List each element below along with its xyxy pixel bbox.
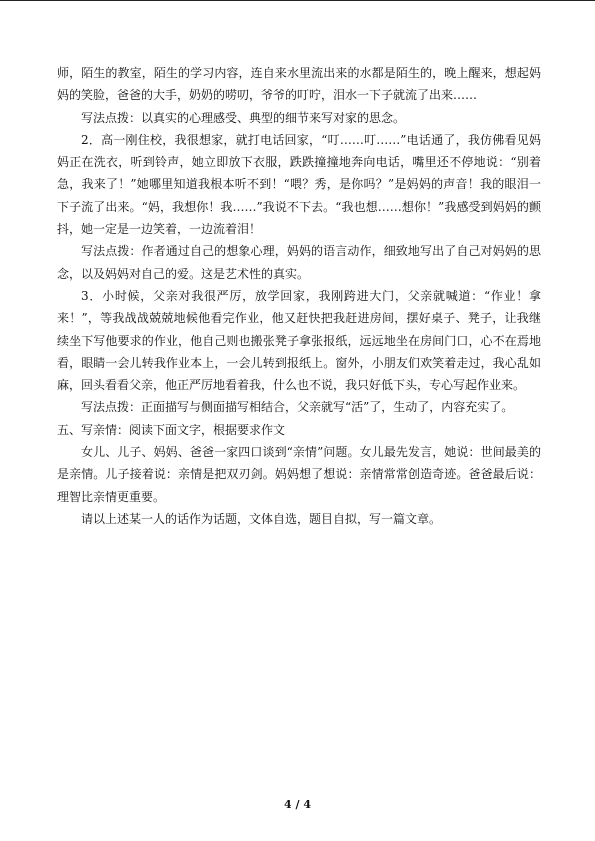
paragraph: 师，陌生的教室，陌生的学习内容，连自来水里流出来的水都是陌生的，晚上醒来，想起妈妈的笑脸，爸爸的大手，奶奶的唠叨，爷爷的叮咛，泪水一下子就流了出来……	[57, 66, 541, 103]
paragraph: 请以上述某一人的话作为话题，文体自选，题目自拟，写一篇文章。	[81, 511, 442, 526]
paragraph: 写法点拨：以真实的心理感受、典型的细节来写对家的思念。	[81, 110, 406, 125]
section-heading: 五、写亲情：阅读下面文字，根据要求作文	[57, 422, 286, 437]
document-body	[57, 62, 541, 530]
paragraph: 女儿、儿子、妈妈、爸爸一家四口谈到“亲情”问题。女儿最先发言，她说：世间最美的是亲情。儿子接着说：亲情是把双刃剑。妈妈想了想说：亲情常常创造奇迹。爸爸最后说：理智比亲情更重要。	[57, 445, 541, 504]
paragraph: 写法点拨：作者通过自己的想象心理，妈妈的语言动作，细致地写出了自己对妈妈的思念，以及妈妈对自己的爱。这是艺术性的真实。	[57, 244, 541, 281]
top-rule	[0, 0, 595, 1]
paragraph: 写法点拨：正面描写与侧面描写相结合，父亲就写“活”了，生动了，内容充实了。	[81, 400, 514, 415]
page-number: 4 / 4	[284, 798, 311, 811]
paragraph: 2．高一刚住校，我很想家，就打电话回家，“叮……叮……”电话通了，我仿佛看见妈妈正在洗衣，听到铃声，她立即放下衣服，跌跌撞撞地奔向电话，嘴里还不停地说：“别着急，我来了！”她哪里知道我根本听不到！“喂？秀，是你吗？”是妈妈的声音！我的眼泪一下子流了出来。“妈，我想你！我……”我说不下去。“我也想……想你！”我感受到妈妈的颤抖，她一定是一边笑着，一边流着泪！	[57, 132, 541, 237]
paragraph: 3．小时候，父亲对我很严厉，放学回家，我刚跨进大门，父亲就喊道：“作业！拿来！”，等我战战兢兢地候他看完作业，他又赶快把我赶进房间，摆好桌子、凳子，让我继续坐下写他要求的作业，他自己则也搬张凳子拿张报纸，远远地坐在房间门口，心不在焉地看，眼睛一会儿转我作业本上，一会儿转到报纸上。窗外，小朋友们欢笑着走过，我心乱如麻，回头看看父亲，他正严厉地看着我，什么也不说，我只好低下头，专心写起作业来。	[57, 288, 541, 393]
